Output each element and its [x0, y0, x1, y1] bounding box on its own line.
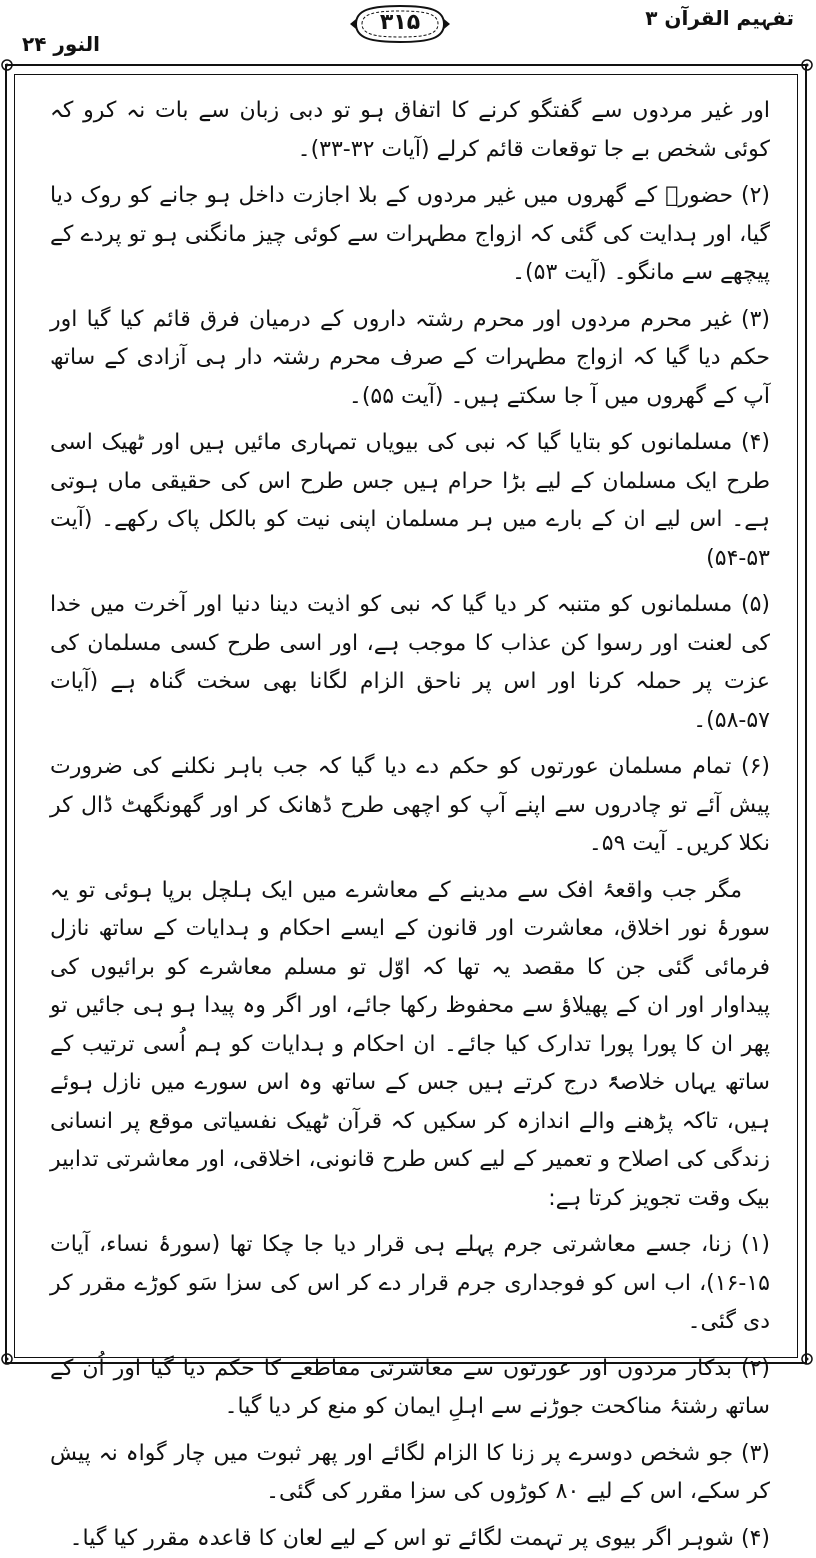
body-text — [50, 92, 770, 1354]
paragraph: مگر جب واقعۂ افک سے مدینے کے معاشرے میں ایک ہلچل برپا ہوئی تو یہ سورۂ نور اخلاق، معاشرت اور قانون کے ایسے احکام و ہدایات کے ساتھ نازل فرمائی گئی جن کا مقصد یہ تھا کہ اوّل تو مسلم معاشرے کو برائیوں کی پیداوار اور ان کے پھیلاؤ سے محفوظ رکھا جائے، اور اگر وہ پیدا ہو ہی جائیں تو پھر ان کا پورا پورا تدارک کیا جائے۔ ان احکام و ہدایات کو ہم اُسی ترتیب کے ساتھ یہاں خلاصۃً درج کرتے ہیں جس کے ساتھ وہ اس سورے میں نازل ہوئے ہیں، تاکہ پڑھنے والے اندازہ کر سکیں کہ قرآن ٹھیک نفسیاتی موقع پر انسانی زندگی کی اصلاح و تعمیر کے لیے کس طرح قانونی، اخلاقی، اور معاشرتی تدابیر بیک وقت تجویز کرتا ہے: — [50, 872, 770, 1219]
corner-ornament-icon — [800, 58, 814, 72]
page-number-seal — [348, 2, 452, 46]
surah-running-head: النور ۲۴ — [22, 32, 100, 56]
paragraph: (۴) مسلمانوں کو بتایا گیا کہ نبی کی بیویاں تمہاری مائیں ہیں اور ٹھیک اسی طرح ایک مسلمان کے لیے بڑا حرام ہیں جس طرح اس کی حقیقی ماں ہوتی ہے۔ اس لیے ان کے بارے میں ہر مسلمان اپنی نیت کو بالکل پاک رکھے۔ (آیت ۵۳-۵۴) — [50, 424, 770, 578]
paragraph: (۳) غیر محرم مردوں اور محرم رشتہ داروں کے درمیان فرق قائم کیا گیا اور حکم دیا گیا کہ ازواج مطہرات کے صرف محرم رشتہ دار ہی آزادی کے ساتھ آپ کے گھروں میں آ جا سکتے ہیں۔ (آیت ۵۵)۔ — [50, 301, 770, 417]
book-running-head: تفہیم القرآن ۳ — [645, 6, 794, 30]
corner-ornament-icon — [800, 1352, 814, 1366]
paragraph: (۲) بدکار مردوں اور عورتوں سے معاشرتی مقاطعے کا حکم دیا گیا اور اُن کے ساتھ رشتۂ مناکحت جوڑنے سے اہلِ ایمان کو منع کر دیا گیا۔ — [50, 1350, 770, 1427]
paragraph: اور غیر مردوں سے گفتگو کرنے کا اتفاق ہو تو دبی زبان سے بات نہ کرو کہ کوئی شخص بے جا توقعات قائم کرلے (آیات ۳۲-۳۳)۔ — [50, 92, 770, 169]
paragraph: (۵) مسلمانوں کو متنبہ کر دیا گیا کہ نبی کو اذیت دینا دنیا اور آخرت میں خدا کی لعنت اور رسوا کن عذاب کا موجب ہے، اور اسی طرح کسی مسلمان کی عزت پر حملہ کرنا اور اس پر ناحق الزام لگانا بھی سخت گناہ ہے (آیات ۵۷-۵۸)۔ — [50, 586, 770, 740]
paragraph: (۱) زنا، جسے معاشرتی جرم پہلے ہی قرار دیا جا چکا تھا (سورۂ نساء، آیات ۱۵-۱۶)، اب اس کو فوجداری جرم قرار دے کر اس کی سزا سَو کوڑے مقرر کر دی گئی۔ — [50, 1226, 770, 1342]
paragraph: (۶) تمام مسلمان عورتوں کو حکم دے دیا گیا کہ جب باہر نکلنے کی ضرورت پیش آئے تو چادروں سے اپنے آپ کو اچھی طرح ڈھانک کر اور گھونگھٹ ڈال کر نکلا کریں۔ آیت ۵۹۔ — [50, 748, 770, 864]
paragraph: (۴) شوہر اگر بیوی پر تہمت لگائے تو اس کے لیے لعان کا قاعدہ مقرر کیا گیا۔ — [50, 1520, 770, 1558]
page-header — [0, 0, 816, 60]
paragraph: (۳) جو شخص دوسرے پر زنا کا الزام لگائے اور پھر ثبوت میں چار گواہ نہ پیش کر سکے، اس کے لیے ۸۰ کوڑوں کی سزا مقرر کی گئی۔ — [50, 1435, 770, 1512]
corner-ornament-icon — [0, 58, 14, 72]
corner-ornament-icon — [0, 1352, 14, 1366]
paragraph: (۲) حضورؐ کے گھروں میں غیر مردوں کے بلا اجازت داخل ہو جانے کو روک دیا گیا، اور ہدایت کی گئی کہ ازواج مطہرات سے کوئی چیز مانگنی ہو تو پردے کے پیچھے سے مانگو۔ (آیت ۵۳)۔ — [50, 177, 770, 293]
page-number: ۳۱۵ — [348, 10, 452, 35]
